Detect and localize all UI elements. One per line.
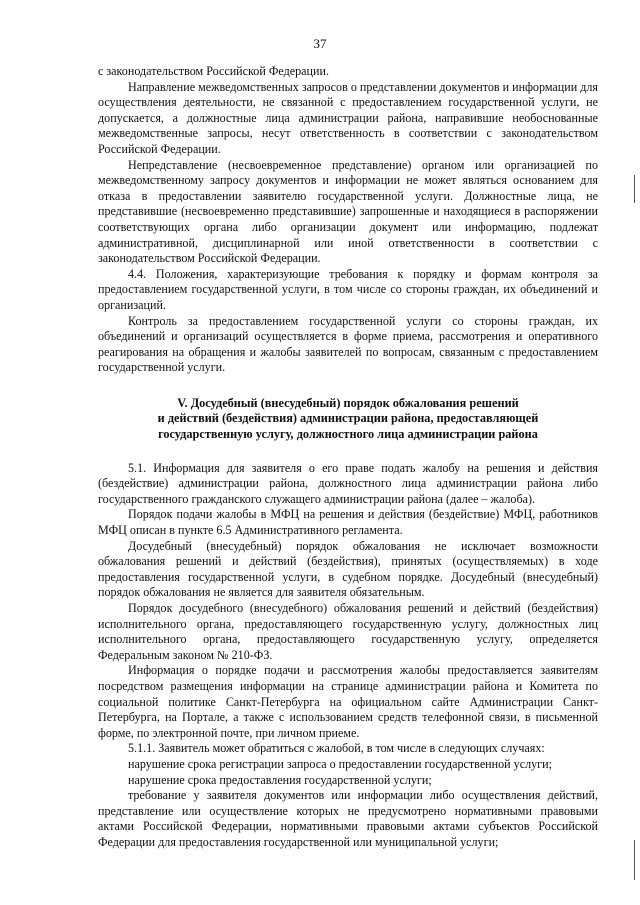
paragraph: Порядок досудебного (внесудебного) обжалования решений и действий (бездействия) исполнительного органа, предоставляющего государственную услугу, должностных лиц исполнительного органа, предоставляющего государственную услугу, определяется Федеральным законом № 210-ФЗ.	[98, 601, 598, 662]
page-number: 37	[313, 36, 327, 51]
list-item: нарушение срока регистрации запроса о предоставлении государственной услуги;	[128, 756, 552, 771]
paragraph: Информация о порядке подачи и рассмотрения жалобы предоставляется заявителям посредством размещения информации на странице администрации района и Комитета по социальной политике Санкт-Петербурга на официальном сайте Администрации Санкт-Петербурга, на Портале, а также с использованием средств телефонной связи, в письменной форме, по электронной почте, при личном приеме.	[98, 663, 598, 740]
section-heading-line: и действий (бездействия) администрации района, предоставляющей	[157, 411, 539, 426]
scan-edge-mark	[634, 840, 635, 880]
section-heading-line: государственную услугу, должностного лица администрации района	[158, 427, 538, 442]
section-heading	[98, 396, 598, 443]
paragraph: Направление межведомственных запросов о представлении документов и информации для осуществления деятельности, не связанной с предоставлением государственной услуги, не допускается, а должностные лица администрации района, направившие необоснованные межведомственные запросы, несут ответственность в соответствии с законодательством Российской Федерации.	[98, 79, 598, 156]
paragraph: 5.1. Информация для заявителя о его праве подать жалобу на решения и действия (бездействие) администрации района, должностного лица администрации района либо государственного гражданского служащего администрации района (далее – жалоба).	[98, 460, 598, 506]
list-item: требование у заявителя документов или информации либо осуществления действий, представление или осуществление которых не предусмотрено нормативными правовыми актами Российской Федерации, нормативными правовыми актами субъектов Российской Федерации для предоставления государственной или муниципальной услуги;	[98, 788, 598, 849]
paragraph: Контроль за предоставлением государственной услуги со стороны граждан, их объединений и организаций осуществляется в форме приема, рассмотрения и оперативного реагирования на обращения и жалобы заявителей по вопросам, связанным с предоставлением государственной услуги.	[98, 313, 598, 375]
section-heading-line: V. Досудебный (внесудебный) порядок обжалования решений	[177, 395, 519, 410]
paragraph: Досудебный (внесудебный) порядок обжалования не исключает возможности обжалования решений и действий (бездействия), принятых (осуществляемых) в ходе предоставления государственной услуги, в судебном порядке. Досудебный (внесудебный) порядок обжалования не является для заявителя обязательным.	[98, 538, 598, 600]
document-body	[98, 64, 598, 851]
list-item: нарушение срока предоставления государственной услуги;	[128, 772, 432, 787]
list-intro: 5.1.1. Заявитель может обратиться с жалобой, в том числе в следующих случаях:	[128, 741, 545, 756]
paragraph: Порядок подачи жалобы в МФЦ на решения и действия (бездействие) МФЦ, работников МФЦ описан в пункте 6.5 Административного регламента.	[98, 507, 598, 538]
paragraph: 4.4. Положения, характеризующие требования к порядку и формам контроля за предоставлением государственной услуги, в том числе со стороны граждан, их объединений и организаций.	[98, 266, 598, 312]
paragraph: Непредставление (несвоевременное представление) органом или организацией по межведомственному запросу документов и информации не может являться основанием для отказа в предоставлении заявителю государственной услуги. Должностные лица, не представившие (несвоевременно представившие) запрошенные и находящиеся в распоряжении соответствующих органа либо организации документ или информацию, подлежат административной, дисциплинарной или иной ответственности в соответствии с законодательством Российской Федерации.	[98, 157, 598, 266]
paragraph: с законодательством Российской Федерации.	[98, 64, 329, 78]
scan-edge-mark	[634, 175, 635, 203]
